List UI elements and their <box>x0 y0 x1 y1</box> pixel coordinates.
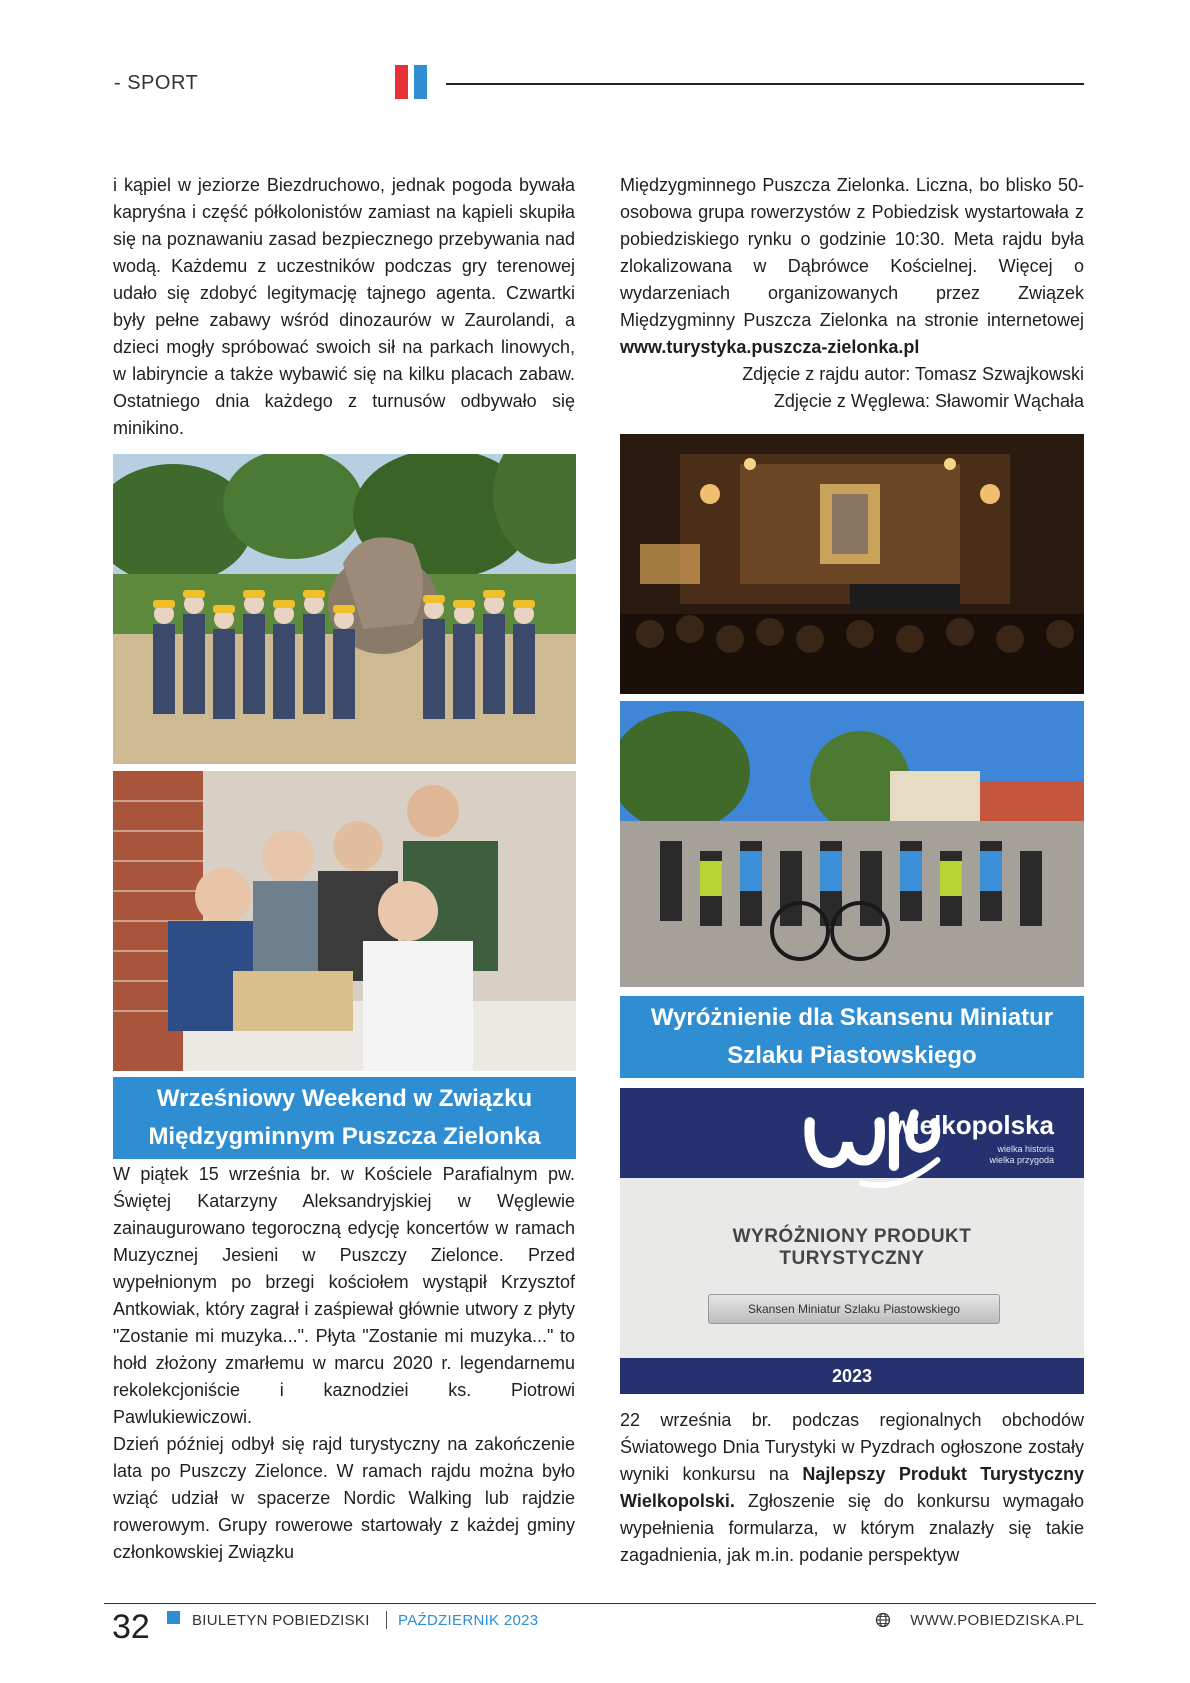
award-header-bar <box>620 1088 1084 1178</box>
headline-banner-award <box>620 996 1084 1078</box>
header-red-bar <box>395 65 408 99</box>
website-link[interactable]: WWW.POBIEDZISKA.PL <box>910 1612 1084 1629</box>
rally-text: Międzygminnego Puszcza Zielonka. Liczna, bo blisko 50-osobowa grupa rowerzystów z Pobiedzisk wystartowała z pobiedziskiego rynku o godzinie 10:30. Meta rajdu była zlokalizowana w Dąbrówce Kościelnej. Więcej o wydarzeniach organizowanych przez Związek Międzygminny Puszcza Zielonka na stronie internetowej <box>620 175 1084 330</box>
tourism-website-link[interactable]: www.turystyka.puszcza-zielonka.pl <box>620 337 920 357</box>
photo-credit-weglewo: Zdjęcie z Węglewa: Sławomir Wąchała <box>773 391 1084 411</box>
award-title-line-2: TURYSTYCZNY <box>779 1248 925 1269</box>
headline-line-1: Wrześniowy Weekend w Związku <box>156 1085 533 1112</box>
headline-line-2: Szlaku Piastowskiego <box>727 1042 977 1069</box>
headline-line-1: Wyróżnienie dla Skansenu Miniatur <box>650 1004 1054 1031</box>
award-tagline-1: wielka historia <box>997 1144 1054 1154</box>
article-text-right-top <box>620 172 1084 415</box>
award-text-end: Zgłoszenie się do konkursu wymagało wypełnienia formularza, w którym znalazły się takie zagadnienia, jak m.in. podanie perspektyw <box>620 1491 1084 1565</box>
header-rule <box>446 83 1084 85</box>
paragraph-camp: i kąpiel w jeziorze Biezdruchowo, jednak pogoda bywała kapryśna i część półkolonistów zamiast na kąpieli skupiła się na poznawaniu zasad bezpiecznego przebywania nad wodą. Każdemu z uczestników podczas gry terenowej udało się zdobyć legitymację tajnego agenta. Czwartki były pełne zabawy wśród dinozaurów w Zaurolandi, a dzieci mogły spróbować swoich sił na parkach linowych, w labiryncie a także wybawić się na kilku placach zabaw. Ostatniego dnia każdego z turnusów odbywało się minikino. <box>113 175 575 438</box>
paragraph-rally-continued <box>620 172 1084 361</box>
header-blue-bar <box>414 65 427 99</box>
article-text-left-top <box>113 172 575 442</box>
footer-rule <box>104 1603 1096 1604</box>
paragraph-rally: Dzień później odbył się rajd turystyczny na zakończenie lata po Puszczy Zielonce. W ramach rajdu można było wziąć udział w spacerze Nordic Walking lub rajdzie rowerowym. Grupy rowerowe startowały z każdej gminy członkowskiej Związku <box>113 1434 575 1562</box>
article-text-right-bottom <box>620 1407 1084 1569</box>
award-name-plate: Skansen Miniatur Szlaku Piastowskiego <box>708 1294 1000 1324</box>
footer-divider <box>386 1611 387 1629</box>
paragraph-award <box>620 1407 1084 1569</box>
award-brand-name: wielkopolska <box>892 1110 1054 1140</box>
globe-icon <box>875 1612 891 1628</box>
footer-square-icon <box>167 1611 180 1624</box>
photo-boys-activity <box>113 771 576 1071</box>
publication-name: BIULETYN POBIEDZISKI <box>192 1612 370 1629</box>
paragraph-concert: W piątek 15 września br. w Kościele Parafialnym pw. Świętej Katarzyny Aleksandryjskiej w Węglewie zainaugurowano tegoroczną edycję koncertów w ramach Muzycznej Jesieni w Puszczy Zielonce. Przed wypełnionym po brzegi kościołem wystąpił Krzysztof Antkowiak, który zagrał i zaśpiewał głównie utwory z płyty "Zostanie mi muzyka...". Płyta "Zostanie mi muzyka..." to hołd złożony zmarłemu w marcu 2020 r. legendarnemu rekolekcjoniście i kaznodziei ks. Piotrowi Pawlukiewiczowi. <box>113 1164 575 1427</box>
award-text-start: 22 września br. podczas regionalnych obchodów Światowego Dnia Turystyki w Pyzdrach ogłoszone zostały wyniki konkursu na <box>620 1410 1084 1484</box>
headline-banner-weekend <box>113 1077 576 1159</box>
photo-award-plaque <box>620 1088 1084 1394</box>
photo-church-concert <box>620 434 1084 694</box>
award-tagline-2: wielka przygoda <box>989 1155 1054 1165</box>
award-title-line-1: WYRÓŻNIONY PRODUKT <box>732 1226 972 1247</box>
issue-date: PAŹDZIERNIK 2023 <box>398 1612 539 1629</box>
headline-line-2: Międzygminnym Puszcza Zielonka <box>148 1123 541 1150</box>
photo-cyclists-market-square <box>620 701 1084 987</box>
article-text-left-bottom <box>113 1161 575 1566</box>
section-label: - SPORT <box>114 72 199 94</box>
award-contest-name: Najlepszy Produkt Turystyczny Wielkopolski. <box>620 1464 1084 1511</box>
award-year: 2023 <box>620 1358 1084 1394</box>
photo-kids-dinosaur-park <box>113 454 576 764</box>
page-number: 32 <box>112 1608 150 1646</box>
photo-credit-rally: Zdjęcie z rajdu autor: Tomasz Szwajkowski <box>742 364 1084 384</box>
